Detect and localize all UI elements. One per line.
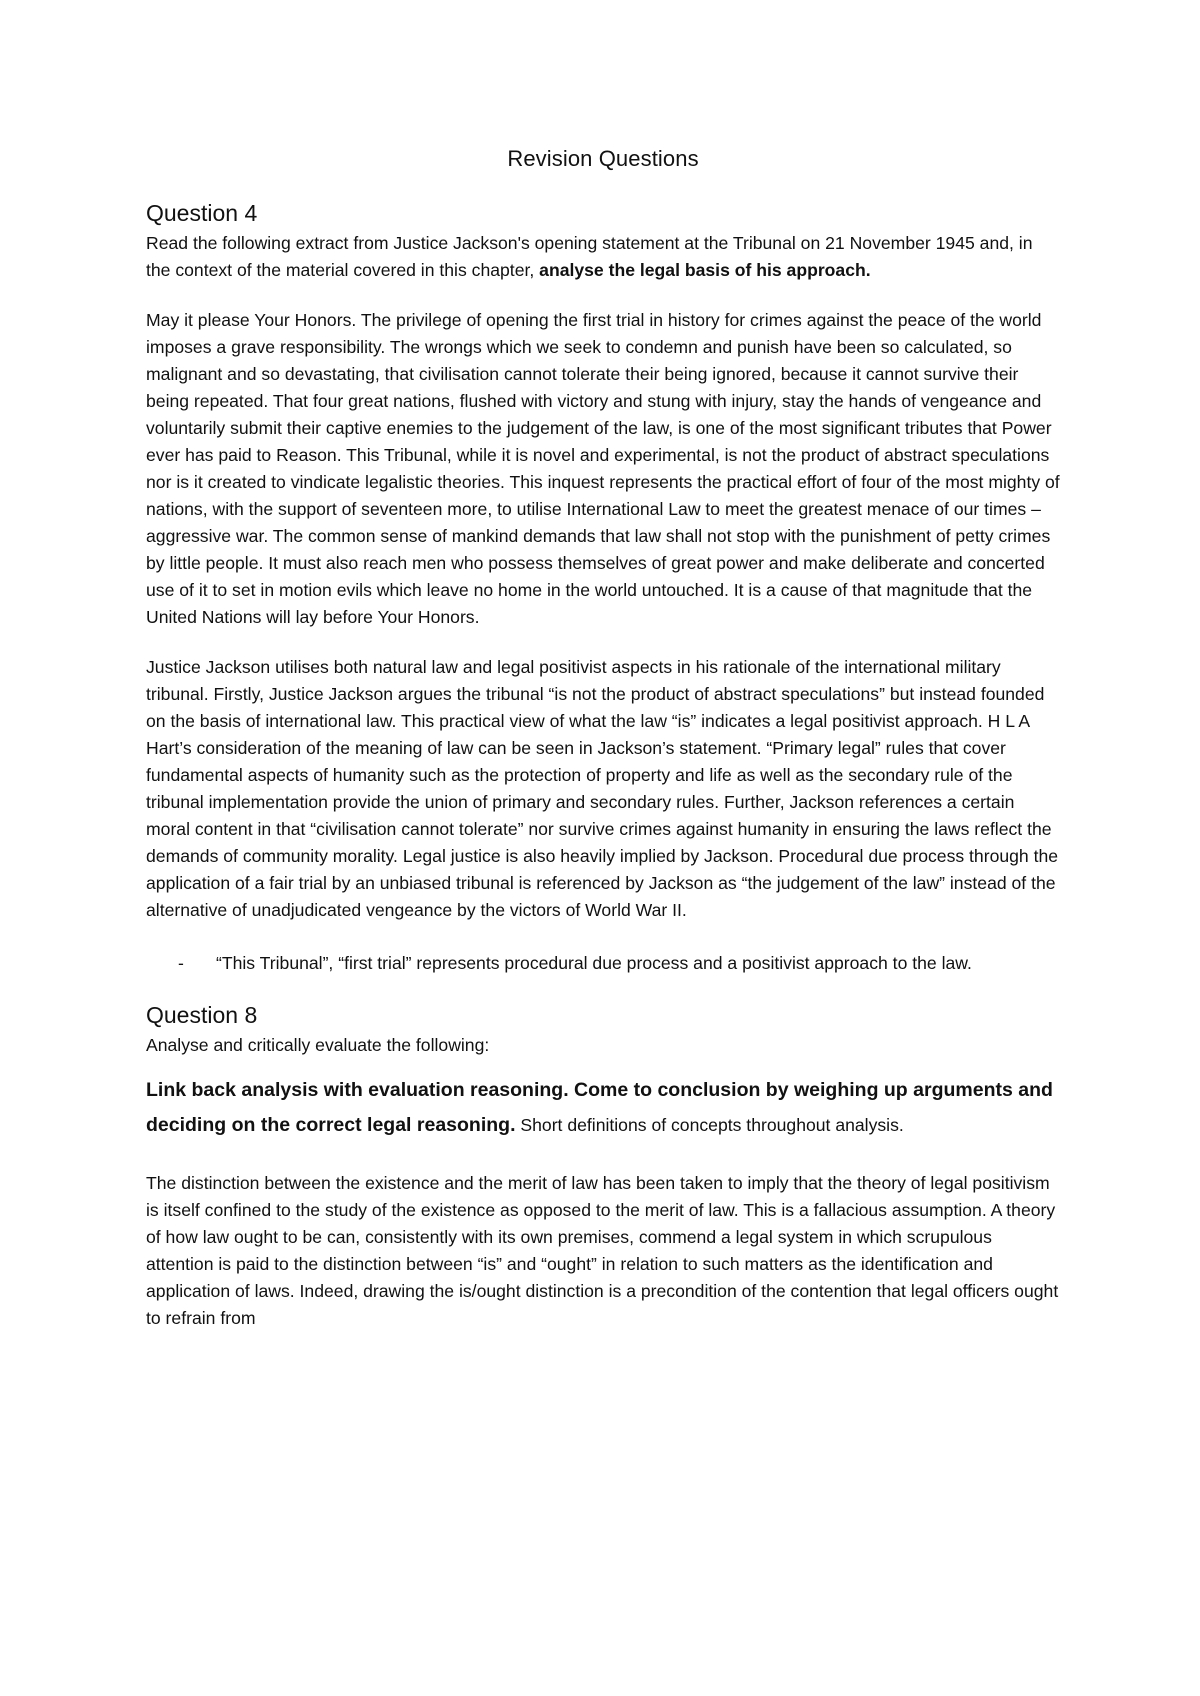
question-8-instruction xyxy=(146,1073,1060,1143)
question-4-heading: Question 4 xyxy=(146,200,258,226)
question-4-prompt-text: Read the following extract from Justice Jackson's opening statement at the Tribunal on 21 November 1945 and, in the context of the material covered in this chapter, xyxy=(146,233,1033,280)
document-title: Revision Questions xyxy=(507,146,699,171)
question-8-prompt: Analyse and critically evaluate the following: xyxy=(146,1035,490,1055)
question-4-answer: Justice Jackson utilises both natural law and legal positivist aspects in his rationale of the international military tribunal. Firstly, Justice Jackson argues the tribunal “is not the product of abstract speculations” but instead founded on the basis of international law. This practical view of what the law “is” indicates a legal positivist approach. H L A Hart’s consideration of the meaning of law can be seen in Jackson’s statement. “Primary legal” rules that cover fundamental aspects of humanity such as the protection of property and life as well as the secondary rule of the tribunal implementation provide the union of primary and secondary rules. Further, Jackson references a certain moral content in that “civilisation cannot tolerate” nor survive crimes against humanity in ensuring the laws reflect the demands of community morality. Legal justice is also heavily implied by Jackson. Procedural due process through the application of a fair trial by an unbiased tribunal is referenced by Jackson as “the judgement of the law” instead of the alternative of unadjudicated vengeance by the victors of World War II. xyxy=(146,657,1059,920)
question-8-instruction-emphasis: Link back analysis with evaluation reasoning. Come to conclusion by weighing up arguments and deciding on the correct legal reasoning. xyxy=(146,1079,1053,1136)
question-4-prompt xyxy=(146,230,1060,284)
bullet-marker: - xyxy=(178,953,184,973)
question-8-section xyxy=(146,1000,1060,1332)
question-8-heading: Question 8 xyxy=(146,1002,258,1028)
question-4-extract: May it please Your Honors. The privilege of opening the first trial in history for crimes against the peace of the world imposes a grave responsibility. The wrongs which we seek to condemn and punish have been so calculated, so malignant and so devastating, that civilisation cannot tolerate their being ignored, because it cannot survive their being repeated. That four great nations, flushed with victory and stung with injury, stay the hands of vengeance and voluntarily submit their captive enemies to the judgement of the law, is one of the most significant tributes that Power ever has paid to Reason. This Tribunal, while it is novel and experimental, is not the product of abstract speculations nor is it created to vindicate legalistic theories. This inquest represents the practical effort of four of the most mighty of nations, with the support of seventeen more, to utilise International Law to meet the greatest menace of our times – aggressive war. The common sense of mankind demands that law shall not stop with the punishment of petty crimes by little people. It must also reach men who possess themselves of great power and make deliberate and concerted use of it to set in motion evils which leave no home in the world untouched. It is a cause of that magnitude that the United Nations will lay before Your Honors. xyxy=(146,310,1060,627)
question-4-section xyxy=(146,198,1060,977)
question-8-extract: The distinction between the existence and the merit of law has been taken to imply that the theory of legal positivism is itself confined to the study of the existence as opposed to the merit of law. This is a fallacious assumption. A theory of how law ought to be can, consistently with its own premises, commend a legal system in which scrupulous attention is paid to the distinction between “is” and “ought” in relation to such matters as the identification and application of laws. Indeed, drawing the is/ought distinction is a precondition of the contention that legal officers ought to refrain from xyxy=(146,1173,1059,1328)
question-4-bullet-text: “This Tribunal”, “first trial” represents procedural due process and a positivist approach to the law. xyxy=(216,953,972,973)
question-8-instruction-note: Short definitions of concepts throughout analysis. xyxy=(515,1115,904,1135)
question-4-prompt-emphasis: analyse the legal basis of his approach. xyxy=(539,260,871,280)
question-4-bullet-item xyxy=(146,950,1060,977)
